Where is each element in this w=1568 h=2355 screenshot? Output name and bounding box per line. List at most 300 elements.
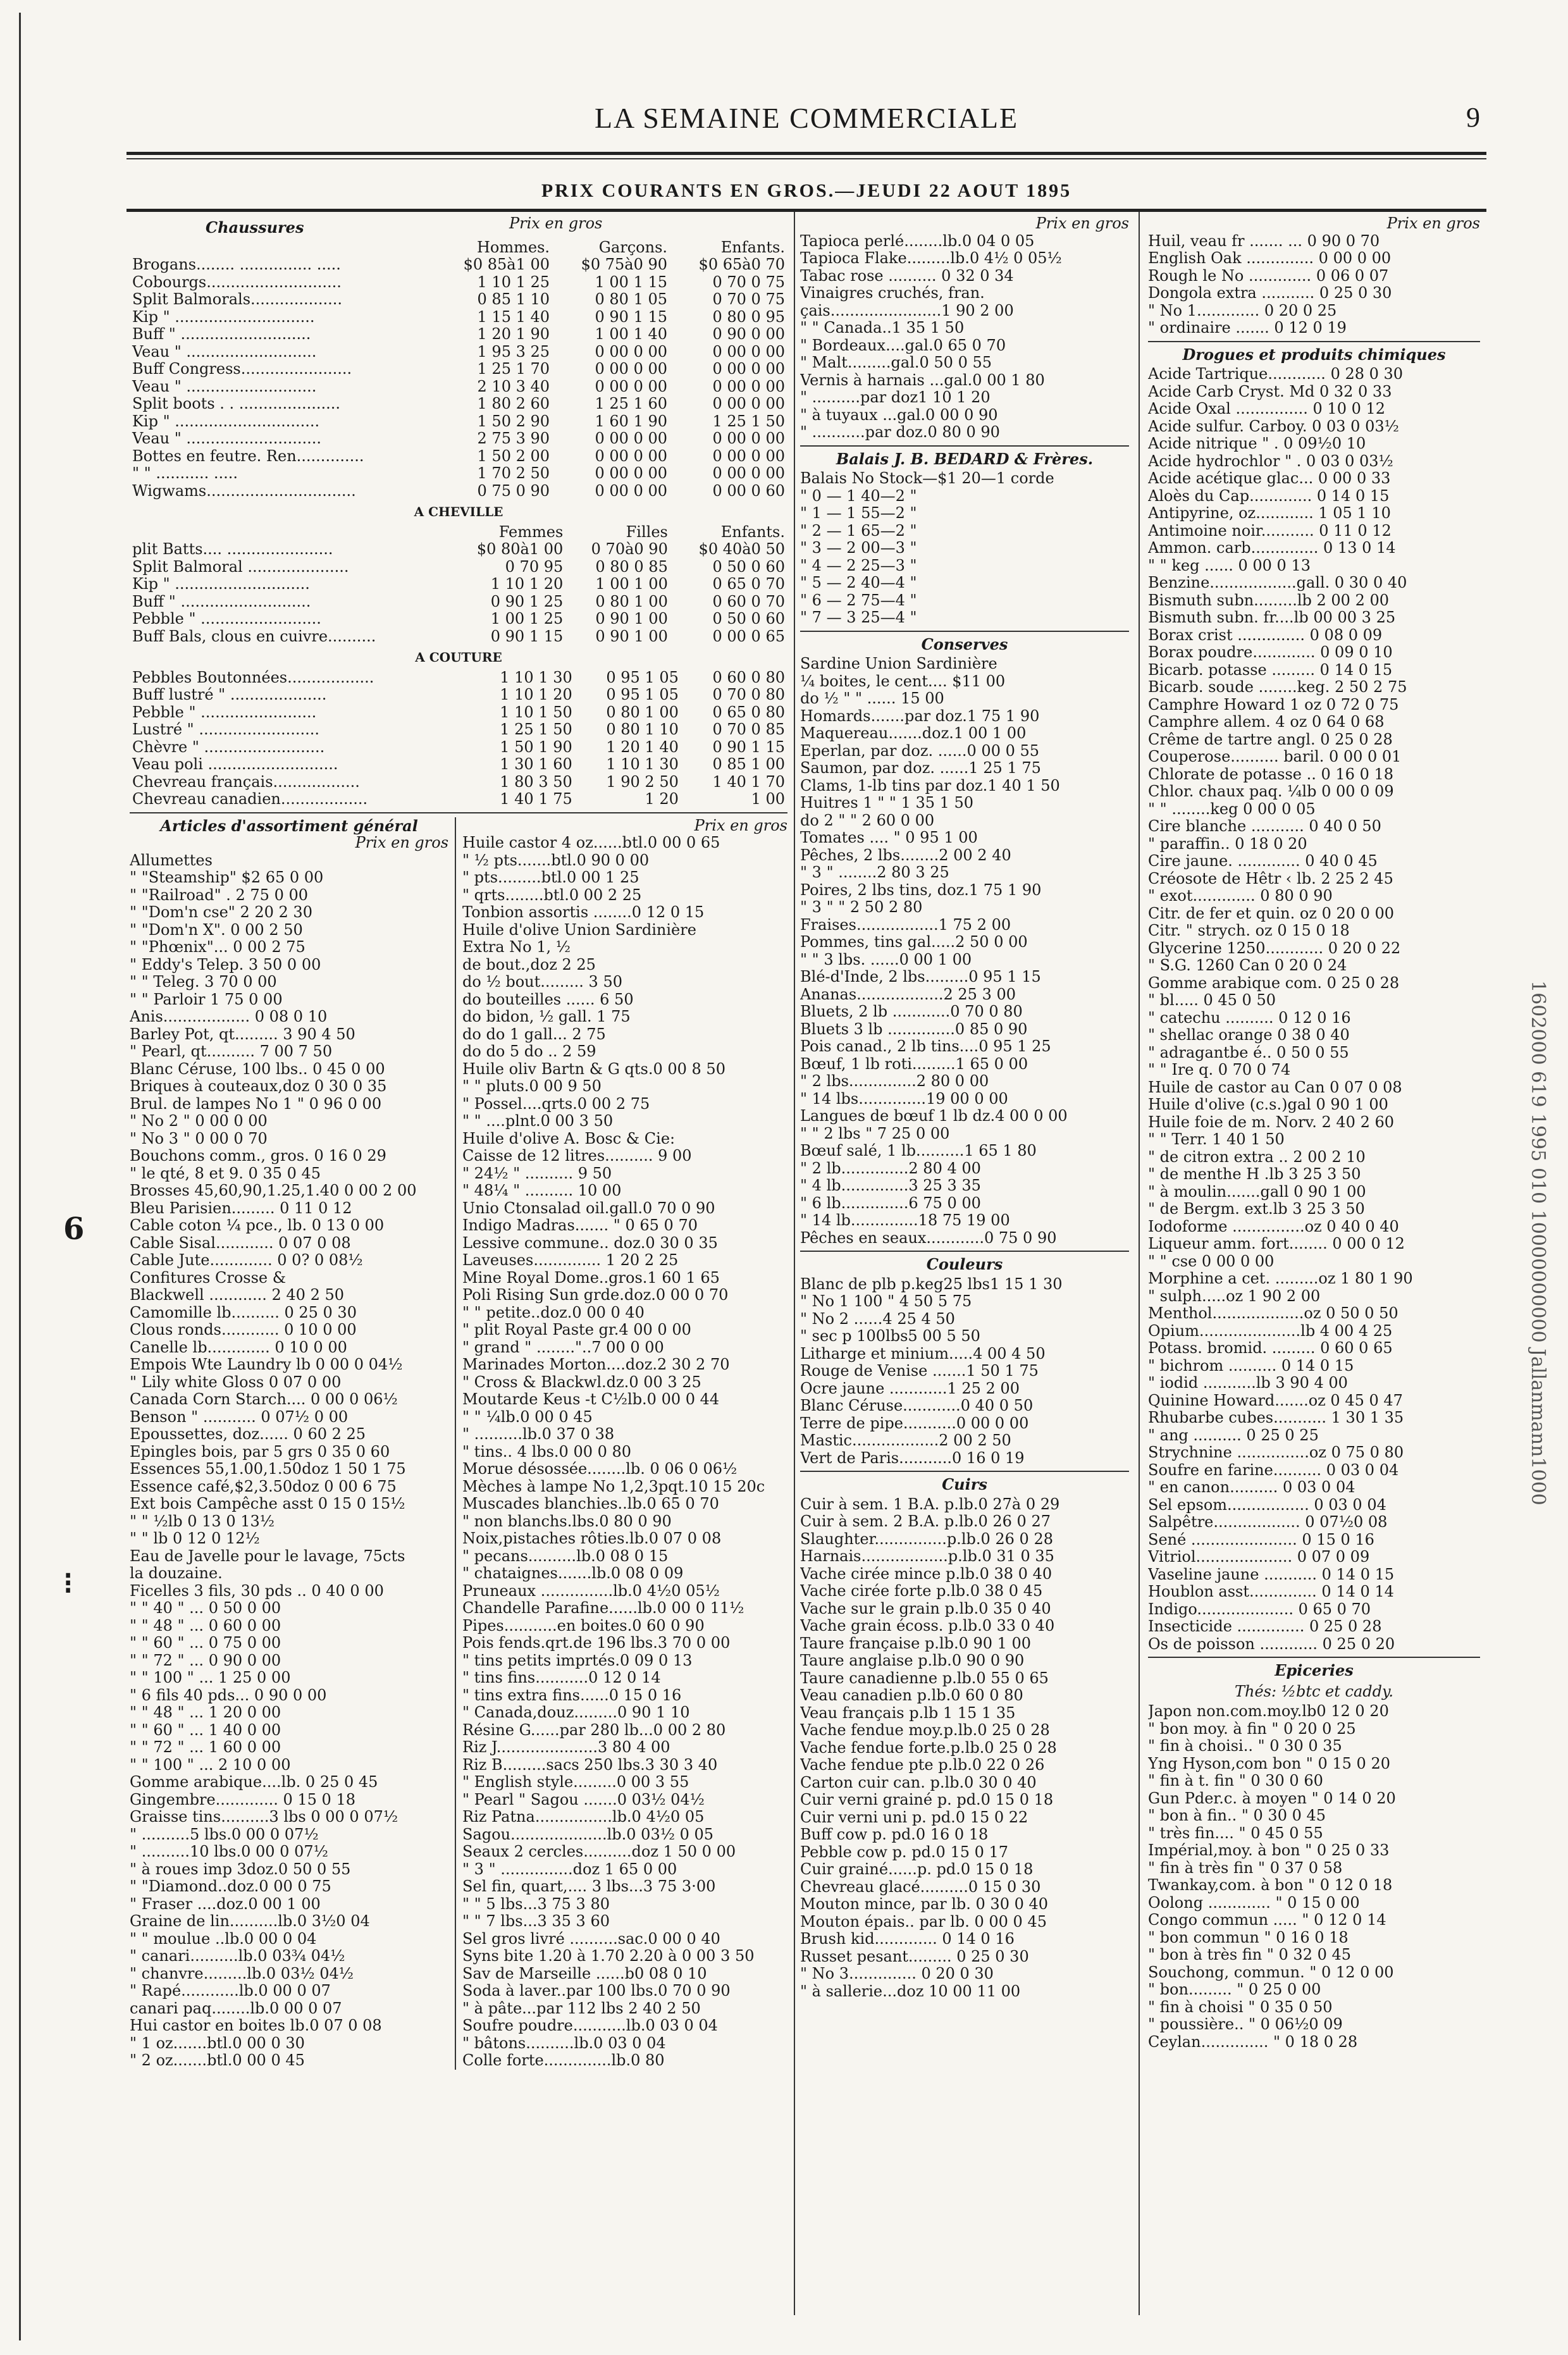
list-item: do ½ " " ...... 15 00 — [800, 690, 944, 707]
list-item: Sel gros livré ..........sac.0 00 0 40 — [462, 1930, 720, 1948]
list-item: Noix,pistaches rôties.lb.0 07 0 08 — [462, 1530, 722, 1547]
list-item: Couperose.......... baril. 0 00 0 01 — [1148, 748, 1402, 765]
list-item: " ...........par doz.0 80 0 90 — [800, 424, 1000, 441]
price-cell: 1 00 1 25 — [490, 610, 564, 627]
list-item: Sel fin, quart,.... 3 lbs...3 75 3·00 — [462, 1878, 716, 1895]
list-item: Créosote de Hêtr ‹ lb. 2 25 2 45 — [1148, 870, 1393, 887]
list-item: Ocre jaune ............1 25 2 00 — [800, 1380, 1020, 1397]
list-item: " très fin.... " 0 45 0 55 — [1148, 1824, 1323, 1842]
list-item: " shellac orange 0 38 0 40 — [1148, 1027, 1350, 1044]
table-cell — [130, 239, 435, 257]
list-item: Vache cirée mince p.lb.0 38 0 40 — [800, 1565, 1053, 1583]
list-item: Aloès du Cap............. 0 14 0 15 — [1148, 487, 1390, 505]
list-item: " exot............. 0 80 0 90 — [1148, 887, 1333, 905]
price-list — [1148, 366, 1480, 1653]
list-item: Vinaigres cruchés, fran. — [800, 285, 985, 302]
list-item: Saumon, par doz. ......1 25 1 75 — [800, 760, 1041, 777]
list-item: Epoussettes, doz...... 0 60 2 25 — [130, 1426, 366, 1443]
price-cell: 2 10 3 40 — [477, 377, 550, 395]
list-item: Bœuf, 1 lb roti.........1 65 0 00 — [800, 1055, 1028, 1073]
list-item: Soufre en farine.......... 0 03 0 04 — [1148, 1461, 1399, 1479]
price-cell: 1 60 1 90 — [595, 412, 668, 430]
list-item: " tins extra fins......0 15 0 16 — [462, 1686, 682, 1704]
list-item: Hui castor en boites lb.0 07 0 08 — [130, 2017, 382, 2034]
list-item: Tapioca perlé........lb.0 04 0 05 — [800, 232, 1035, 250]
price-cell: 1 80 3 50 — [500, 772, 572, 791]
column-header: Hommes. — [477, 238, 550, 256]
list-item: Blé-d'Inde, 2 lbs.........0 95 1 15 — [800, 968, 1041, 986]
section-title: Chaussures — [206, 218, 304, 237]
table-header-row — [130, 524, 787, 541]
price-cell: 0 80 0 95 — [712, 307, 785, 326]
list-item: Gomme arabique....lb. 0 25 0 45 — [130, 1774, 378, 1791]
assortment-list — [462, 834, 787, 2070]
column-header: Femmes — [498, 522, 564, 541]
list-item: " fin à très fin " 0 37 0 58 — [1148, 1859, 1343, 1877]
list-item: Quinine Howard.......oz 0 45 0 47 — [1148, 1392, 1403, 1409]
list-item: " ..........5 lbs.0 00 0 07½ — [130, 1826, 319, 1843]
list-item: Riz B.........sacs 250 lbs.3 30 3 40 — [462, 1756, 718, 1774]
price-cell: 0 90 1 15 — [712, 738, 785, 756]
list-item: Canelle lb............. 0 10 0 00 — [130, 1338, 347, 1356]
list-item: Poires, 2 lbs tins, doz.1 75 1 90 — [800, 881, 1042, 899]
price-cell: 1 00 — [751, 790, 785, 808]
price-header: Prix en gros — [355, 834, 449, 851]
list-item: Soufre poudre...........lb.0 03 0 04 — [462, 2017, 718, 2034]
price-cell: 0 85 1 10 — [477, 290, 550, 308]
list-item: " " 48 " ... 1 20 0 00 — [130, 1704, 281, 1721]
price-cell: $0 65à0 70 — [698, 256, 785, 273]
item-name: Kip " .............................. — [132, 412, 320, 430]
list-item: " en canon.......... 0 03 0 04 — [1148, 1479, 1355, 1496]
list-item: Huile castor 4 oz......btl.0 00 0 65 — [462, 834, 720, 851]
list-item: Riz J.....................3 80 4 00 — [462, 1739, 670, 1756]
price-cell: 1 10 1 25 — [477, 273, 550, 291]
page-title: LA SEMAINE COMMERCIALE — [594, 102, 1019, 134]
list-item: Seaux 2 cercles..........doz 1 50 0 00 — [462, 1843, 736, 1860]
list-item: Homards.......par doz.1 75 1 90 — [800, 707, 1040, 725]
table-row — [130, 791, 787, 808]
list-item: Blanc Céruse............0 40 0 50 — [800, 1397, 1034, 1414]
table-row — [130, 721, 787, 739]
list-item: Japon non.com.moy.lb0 12 0 20 — [1148, 1703, 1389, 1720]
item-name: Veau " ........................... — [132, 377, 317, 395]
list-item: Vache fendue pte p.lb.0 22 0 26 — [800, 1757, 1045, 1774]
table-row — [130, 395, 787, 413]
list-item: Bleu Parisien......... 0 11 0 12 — [130, 1199, 352, 1217]
list-item: Morphine a cet. .........oz 1 80 1 90 — [1148, 1270, 1413, 1287]
price-cell: 1 40 1 75 — [500, 790, 572, 808]
list-item: " ang .......... 0 25 0 25 — [1148, 1426, 1319, 1444]
list-item: " tins.. 4 lbs.0 00 0 80 — [462, 1443, 632, 1461]
list-item: Camphre allem. 4 oz 0 64 0 68 — [1148, 714, 1385, 731]
list-item: Huile de castor au Can 0 07 0 08 — [1148, 1079, 1402, 1096]
list-item: Blanc de plb p.keg25 lbs1 15 1 30 — [800, 1275, 1063, 1293]
list-item: " fin à choisi.. " 0 30 0 35 — [1148, 1738, 1342, 1755]
page-header — [127, 95, 1486, 145]
table-row — [130, 430, 787, 448]
list-item: ¼ boites, le cent.... $11 00 — [800, 672, 1006, 690]
list-item: Poli Rising Sun grde.doz.0 00 0 70 — [462, 1287, 729, 1304]
header-rule — [127, 158, 1486, 159]
column-header: Enfants. — [720, 522, 785, 541]
list-item: " non blanchs.lbs.0 80 0 90 — [462, 1512, 672, 1530]
list-item: Pois canad., 2 lb tins....0 95 1 25 — [800, 1038, 1051, 1055]
item-name: Buff " ........................... — [132, 592, 311, 610]
list-item: " " 48 " ... 0 60 0 00 — [130, 1617, 281, 1635]
binding-edge-rule — [19, 13, 21, 2340]
list-item: " chataignes.......lb.0 08 0 09 — [462, 1565, 684, 1582]
price-cell: 0 00 0 00 — [712, 447, 785, 465]
list-item: " " ¼lb.0 00 0 45 — [462, 1408, 593, 1426]
list-item: Eau de Javelle pour le lavage, 75cts — [130, 1547, 405, 1565]
price-cell: 1 70 2 50 — [477, 464, 550, 482]
price-cell: 0 90 1 25 — [490, 592, 564, 610]
price-cell: 0 70à0 90 — [591, 540, 668, 558]
price-cell: 0 70 95 — [505, 557, 564, 576]
list-item: Pêches, 2 lbs........2 00 2 40 — [800, 846, 1011, 864]
list-item: Gomme arabique com. 0 25 0 28 — [1148, 974, 1400, 992]
price-cell: 0 00 0 60 — [712, 481, 785, 500]
list-item: " iodid ...........lb 3 90 4 00 — [1148, 1375, 1348, 1392]
list-item: Bicarb. soude ........keg. 2 50 2 75 — [1148, 679, 1407, 696]
column-divider — [1139, 212, 1140, 2315]
list-item: " Lily white Gloss 0 07 0 00 — [130, 1373, 342, 1391]
price-header: Prix en gros — [1035, 215, 1129, 232]
price-cell: 1 10 1 50 — [500, 703, 572, 721]
item-name: Split boots . . ..................... — [132, 395, 341, 412]
price-cell: 0 80 1 00 — [606, 703, 679, 721]
list-item: Essence café,$2,3.50doz 0 00 6 75 — [130, 1478, 397, 1495]
price-header: Prix en gros — [509, 215, 603, 232]
price-cell: 0 80 0 85 — [595, 557, 668, 576]
list-item: Terre de pipe...........0 00 0 00 — [800, 1414, 1029, 1432]
list-item: Blackwell ............ 2 40 2 50 — [130, 1287, 345, 1304]
list-item: " " cse 0 00 0 00 — [1148, 1252, 1275, 1270]
list-item: " pecans..........lb.0 08 0 15 — [462, 1547, 669, 1565]
list-item: Acide Oxal ............... 0 10 0 12 — [1148, 400, 1386, 417]
list-item: Ext bois Campêche asst 0 15 0 15½ — [130, 1495, 405, 1512]
list-item: " bichrom .......... 0 14 0 15 — [1148, 1357, 1354, 1375]
list-item: " tins petits imprtés.0 09 0 13 — [462, 1652, 693, 1669]
item-name: Buff Congress....................... — [132, 360, 352, 378]
list-item: Vache cirée forte p.lb.0 38 0 45 — [800, 1583, 1043, 1600]
list-item: " 5 — 2 40—4 " — [800, 574, 917, 591]
item-name: Veau " ........................... — [132, 342, 317, 361]
list-item: " English style.........0 00 3 55 — [462, 1774, 689, 1791]
list-item: " bon......... " 0 25 0 00 — [1148, 1981, 1321, 1998]
item-name: Buff lustré " .................... — [132, 686, 327, 703]
list-item: Rough le No ............. 0 06 0 07 — [1148, 267, 1389, 285]
list-item: Tonbion assortis ........0 12 0 15 — [462, 904, 705, 921]
list-item: " " ....plnt.0 00 3 50 — [462, 1113, 614, 1130]
list-item: Muscades blanchies..lb.0 65 0 70 — [462, 1495, 719, 1512]
list-item: Ammon. carb.............. 0 13 0 14 — [1148, 540, 1396, 557]
margin-mark: 6 — [63, 1211, 85, 1247]
list-item: " bon commun " 0 16 0 18 — [1148, 1929, 1349, 1946]
list-item: Congo commun ..... " 0 12 0 14 — [1148, 1912, 1386, 1929]
list-item: Bluets, 2 lb ............0 70 0 80 — [800, 1003, 1023, 1020]
list-item: Cable coton ¼ pce., lb. 0 13 0 00 — [130, 1217, 385, 1234]
price-cell: 0 60 0 80 — [712, 668, 785, 686]
list-item: " paraffin.. 0 18 0 20 — [1148, 835, 1307, 853]
list-item: Mèches à lampe No 1,2,3pqt.10 15 20c — [462, 1478, 765, 1495]
price-cell: $0 85à1 00 — [463, 256, 550, 273]
list-item: " ordinaire ....... 0 12 0 19 — [1148, 319, 1347, 337]
column-divider — [455, 817, 456, 2070]
list-item: " de Bergm. ext.lb 3 25 3 50 — [1148, 1201, 1365, 1218]
table-row — [130, 291, 787, 309]
list-item: Tabac rose .......... 0 32 0 34 — [800, 267, 1014, 285]
list-item: Vaseline jaune ........... 0 14 0 15 — [1148, 1566, 1395, 1583]
price-cell: 1 00 1 00 — [595, 575, 668, 593]
section-title: Epiceries — [1275, 1661, 1354, 1679]
list-item: Pipes...........en boites.0 60 0 90 — [462, 1617, 705, 1635]
list-item: Huil, veau fr ....... ... 0 90 0 70 — [1148, 232, 1380, 250]
table-row — [130, 361, 787, 378]
list-item: Mastic..................2 00 2 50 — [800, 1432, 1011, 1449]
price-cell: 1 10 1 30 — [500, 668, 572, 686]
list-item: " "Steamship" $2 65 0 00 — [130, 869, 324, 886]
list-item: Borax crist .............. 0 08 0 09 — [1148, 626, 1383, 644]
list-item: do bidon, ½ gall. 1 75 — [462, 1008, 631, 1025]
list-item: " de citron extra .. 2 00 2 10 — [1148, 1148, 1366, 1166]
list-item: Acide hydrochlor " . 0 03 0 03½ — [1148, 452, 1393, 470]
list-item: " " 100 " ... 2 10 0 00 — [130, 1756, 291, 1774]
section-rule — [1148, 1657, 1480, 1658]
section-title: Drogues et produits chimiques — [1182, 345, 1446, 364]
item-name: Wigwams............................... — [132, 481, 356, 500]
section-rule — [800, 445, 1129, 447]
list-item: Tomates .... " 0 95 1 00 — [800, 829, 978, 846]
table-row — [130, 704, 787, 722]
list-item: Ceylan.............. " 0 18 0 28 — [1148, 2033, 1358, 2051]
price-cell: 1 90 2 50 — [606, 772, 679, 791]
price-cell: 0 00 0 00 — [712, 342, 785, 361]
list-item: " No 1............. 0 20 0 25 — [1148, 302, 1337, 319]
list-item: Bœuf salé, 1 lb..........1 65 1 80 — [800, 1142, 1037, 1159]
margin-mark: ⁝ — [63, 1566, 73, 1601]
list-item: " 3 " ........2 80 3 25 — [800, 864, 949, 881]
list-item: Indigo.................... 0 65 0 70 — [1148, 1600, 1371, 1618]
list-item: Canada Corn Starch.... 0 00 0 06½ — [130, 1391, 398, 1408]
list-item: Souchong, commun. " 0 12 0 00 — [1148, 1963, 1394, 1981]
list-item: Crême de tartre angl. 0 25 0 28 — [1148, 731, 1393, 748]
list-item: " No 3.............. 0 20 0 30 — [800, 1965, 994, 1982]
column-left — [130, 215, 787, 2315]
list-item: Brul. de lampes No 1 " 0 96 0 00 — [130, 1095, 382, 1113]
list-item: Riz Patna................lb.0 4½0 05 — [462, 1808, 705, 1826]
list-item: Barley Pot, qt......... 3 90 4 50 — [130, 1025, 355, 1043]
price-cell: 1 20 — [645, 790, 679, 808]
list-item: " 4 lb..............3 25 3 35 — [800, 1177, 981, 1194]
list-item: " " ½lb 0 13 0 13½ — [130, 1512, 275, 1530]
price-cell: 0 85 1 00 — [712, 755, 785, 773]
list-item: " 2 oz.......btl.0 00 0 45 — [130, 2052, 305, 2069]
item-name: Buff Bals, clous en cuivre.......... — [132, 627, 376, 645]
list-item: " bon à fin.. " 0 30 0 45 — [1148, 1807, 1326, 1824]
list-item: Chlorate de potasse .. 0 16 0 18 — [1148, 765, 1394, 783]
price-list — [1148, 233, 1480, 337]
list-item: " 6 — 2 75—4 " — [800, 591, 917, 609]
price-cell: 0 75 0 90 — [477, 481, 550, 500]
price-cell: 0 50 0 60 — [712, 557, 785, 576]
list-item: " bon à très fin " 0 32 0 45 — [1148, 1946, 1352, 1963]
list-item: Antimoine noir........... 0 11 0 12 — [1148, 522, 1392, 540]
list-item: Vache fendue forte.p.lb.0 25 0 28 — [800, 1739, 1057, 1757]
list-item: Vache grain écoss. p.lb.0 33 0 40 — [800, 1617, 1055, 1635]
section-title: Balais J. B. BEDARD & Frères. — [836, 449, 1094, 468]
list-item: Oolong ............. " 0 15 0 00 — [1148, 1894, 1360, 1912]
list-item: Clous ronds............ 0 10 0 00 — [130, 1321, 357, 1338]
list-item: Pommes, tins gal.....2 50 0 00 — [800, 934, 1028, 951]
list-item: Taure anglaise p.lb.0 90 0 90 — [800, 1652, 1025, 1669]
list-item: Graine de lin..........lb.0 3½0 04 — [130, 1913, 370, 1930]
list-item: Chandelle Parafine......lb.0 00 0 11½ — [462, 1600, 744, 1617]
list-item: " Possel....qrts.0 00 2 75 — [462, 1095, 650, 1113]
list-item: " 6 fils 40 pds... 0 90 0 00 — [130, 1686, 327, 1704]
price-cell: $0 40à0 50 — [698, 540, 785, 558]
list-item: Graisse tins..........3 lbs 0 00 0 07½ — [130, 1808, 398, 1826]
price-cell: 1 10 1 20 — [490, 575, 564, 593]
list-item: Taure canadienne p.lb.0 55 0 65 — [800, 1669, 1049, 1687]
list-item: " 3 " ...............doz 1 65 0 00 — [462, 1860, 677, 1878]
list-item: " le qté, 8 et 9. 0 35 0 45 — [130, 1165, 321, 1182]
table-row — [130, 669, 787, 687]
list-item: Cuir verni grainé p. pd.0 15 0 18 — [800, 1791, 1054, 1808]
table-row — [130, 448, 787, 466]
list-item: Acide nitrique " . 0 09½0 10 — [1148, 435, 1366, 452]
list-item: " canari..........lb.0 03¾ 04½ — [130, 1948, 345, 1965]
list-item: Fraises.................1 75 2 00 — [800, 916, 1011, 934]
price-cell: 1 50 2 00 — [477, 447, 550, 465]
price-cell: 0 00 0 00 — [595, 430, 668, 447]
list-item: la douzaine. — [130, 1565, 223, 1582]
table-row — [130, 756, 787, 774]
section-rule — [800, 1251, 1129, 1252]
section-rule — [130, 812, 787, 813]
list-item: Opium.....................lb 4 00 4 25 — [1148, 1322, 1393, 1340]
list-item: Citr. " strych. oz 0 15 0 18 — [1148, 922, 1350, 939]
price-cell: 1 40 1 70 — [712, 772, 785, 791]
list-item: " sulph.....oz 1 90 2 00 — [1148, 1287, 1321, 1305]
list-item: Insecticide .............. 0 25 0 28 — [1148, 1618, 1382, 1635]
list-item: Benzine..................gall. 0 30 0 40 — [1148, 574, 1407, 591]
list-item: Veau français p.lb 1 15 1 35 — [800, 1704, 1016, 1722]
list-item: " Pearl " Sagou .......0 03½ 04½ — [462, 1791, 705, 1808]
list-item: Borax poudre............. 0 09 0 10 — [1148, 644, 1393, 661]
list-item: " ..........lb.0 37 0 38 — [462, 1426, 615, 1443]
list-item: Unio Ctonsalad oil.gall.0 70 0 90 — [462, 1199, 715, 1217]
list-item: Sené ...................... 0 15 0 16 — [1148, 1531, 1374, 1548]
table-row — [130, 274, 787, 292]
list-item: " Bordeaux....gal.0 65 0 70 — [800, 337, 1006, 354]
section-title: Cuirs — [942, 1475, 987, 1493]
price-list — [800, 1496, 1129, 2001]
list-item: Indigo Madras....... " 0 65 0 70 — [462, 1217, 698, 1234]
list-item: Balais No Stock—$1 20—1 corde — [800, 470, 1054, 487]
list-item: Sardine Union Sardinière — [800, 655, 997, 672]
list-item: do do 5 do .. 2 59 — [462, 1043, 596, 1060]
list-item: Houblon asst.............. 0 14 0 14 — [1148, 1583, 1394, 1600]
list-item: Marinades Morton....doz.2 30 2 70 — [462, 1356, 730, 1373]
list-item: do ½ bout......... 3 50 — [462, 974, 622, 991]
list-item: Vache sur le grain p.lb.0 35 0 40 — [800, 1600, 1051, 1617]
list-item: " Canada,douz.........0 90 1 10 — [462, 1704, 690, 1721]
list-item: " 1 — 1 55—2 " — [800, 505, 917, 522]
list-item: " " 60 " ... 0 75 0 00 — [130, 1635, 281, 1652]
list-item: " bâtons..........lb.0 03 0 04 — [462, 2034, 666, 2052]
item-name: " " ........... ..... — [132, 464, 238, 482]
list-item: " grand " ........"..7 00 0 00 — [462, 1338, 664, 1356]
list-item: " No 2 ......4 25 4 50 — [800, 1310, 955, 1328]
list-item: Cable Jute............. 0 0? 0 08½ — [130, 1252, 363, 1269]
list-item: " Fraser ....doz.0 00 1 00 — [130, 1895, 321, 1913]
price-cell: 0 70 0 75 — [712, 273, 785, 291]
section-title: Couleurs — [926, 1255, 1003, 1273]
list-item: Litharge et minium.....4 00 4 50 — [800, 1345, 1046, 1363]
list-item: Bismuth subn.........lb 2 00 2 00 — [1148, 591, 1389, 609]
price-cell: 0 90 1 15 — [490, 627, 564, 645]
list-item: Huile oliv Bartn & G qts.0 00 8 50 — [462, 1060, 725, 1078]
list-item: çais.......................1 90 2 00 — [800, 302, 1014, 319]
price-cell: 1 10 1 20 — [500, 686, 572, 703]
price-cell: 0 80 1 10 — [606, 720, 679, 738]
list-item: Rhubarbe cubes........... 1 30 1 35 — [1148, 1409, 1404, 1426]
price-cell: 0 90 1 00 — [595, 627, 668, 645]
list-item: " " 2 lbs " 7 25 0 00 — [800, 1125, 950, 1142]
list-item: " 14 lbs..............19 00 0 00 — [800, 1090, 1008, 1108]
price-cell: 0 90 0 00 — [712, 325, 785, 343]
list-item: " poussière.. " 0 06½0 09 — [1148, 2016, 1343, 2033]
price-cell: 0 95 1 05 — [606, 686, 679, 703]
header-rule — [127, 152, 1486, 155]
table-row — [130, 559, 787, 576]
list-item: Gun Pder.c. à moyen " 0 14 0 20 — [1148, 1789, 1396, 1807]
list-item: Huile d'olive Union Sardinière — [462, 921, 696, 939]
price-cell: 0 65 0 70 — [712, 575, 785, 593]
list-item: " " keg ...... 0 00 0 13 — [1148, 557, 1311, 574]
price-cell: 0 00 0 00 — [712, 464, 785, 482]
list-item: Ficelles 3 fils, 30 pds .. 0 40 0 00 — [130, 1582, 384, 1600]
table-row — [130, 541, 787, 559]
price-cell: 1 25 1 50 — [712, 412, 785, 430]
list-item: " Eddy's Telep. 3 50 0 00 — [130, 956, 321, 974]
item-name: Buff " ........................... — [132, 325, 311, 343]
price-cell: 0 00 0 00 — [712, 395, 785, 412]
item-name: Split Balmorals................... — [132, 290, 342, 308]
assortment-list — [130, 852, 448, 2070]
list-item: Mouton épais.. par lb. 0 00 0 45 — [800, 1913, 1047, 1931]
cheville-table — [130, 524, 787, 646]
list-item: " 14 lb..............18 75 19 00 — [800, 1212, 1010, 1229]
list-item: Potass. bromid. ......... 0 60 0 65 — [1148, 1340, 1393, 1357]
list-item: Vernis à harnais ...gal.0 00 1 80 — [800, 371, 1045, 389]
list-item: Citr. de fer et quin. oz 0 20 0 00 — [1148, 905, 1395, 922]
item-name: Brogans........ ............... ..... — [132, 256, 341, 273]
table-row — [130, 256, 787, 274]
price-list — [1148, 1703, 1480, 2051]
item-name: Bottes en feutre. Ren.............. — [132, 447, 364, 465]
list-item: Huile foie de m. Norv. 2 40 2 60 — [1148, 1113, 1395, 1131]
price-cell: 1 00 1 15 — [595, 273, 668, 291]
item-name: Kip " ............................. — [132, 307, 315, 326]
section-rule — [1148, 341, 1480, 342]
list-item: do 2 " " 2 60 0 00 — [800, 812, 935, 829]
price-cell: 0 60 0 70 — [712, 592, 785, 610]
list-item: Dongola extra ........... 0 25 0 30 — [1148, 285, 1392, 302]
list-item: Strychnine ...............oz 0 75 0 80 — [1148, 1444, 1404, 1461]
